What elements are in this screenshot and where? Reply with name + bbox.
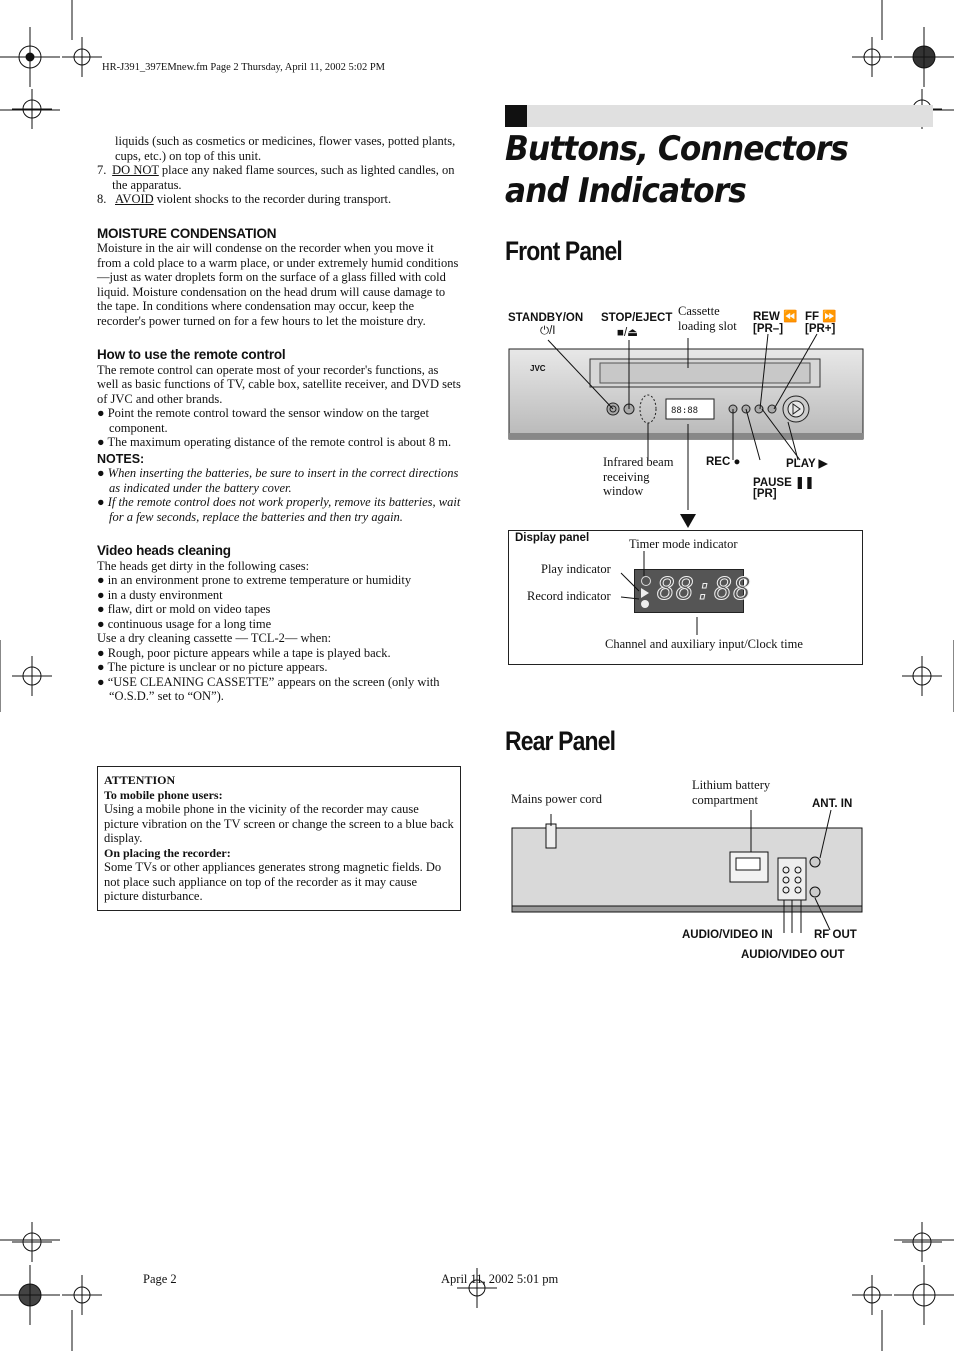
ff-pr-label: [PR+] — [805, 323, 836, 335]
front-panel-heading: Front Panel — [505, 236, 622, 266]
attention-text2: Some TVs or other appliances generates strong magnetic fields. Do not place such appliance on top of the recorder as it may cause picture disturbance. — [104, 860, 442, 903]
play-label: PLAY ▶ — [786, 458, 828, 470]
clock-digits: 88:88 — [657, 572, 753, 607]
channel-label: Channel and auxiliary input/Clock time — [605, 637, 803, 651]
heads-heading: Video heads cleaning — [97, 543, 231, 558]
intro-text: liquids (such as cosmetics or medicines, flower vases, potted plants, cups, etc.) on top of this unit. — [115, 134, 456, 163]
list-item: ● Rough, poor picture appears while a tape is played back. — [97, 645, 391, 660]
footer-page: Page 2 — [143, 1272, 177, 1286]
title-marker — [505, 105, 527, 127]
attention-box — [97, 766, 461, 911]
left-column — [97, 134, 461, 704]
av-out-label: AUDIO/VIDEO OUT — [741, 949, 845, 961]
list-item: ● in an environment prone to extreme temperature or humidity — [97, 573, 412, 587]
stop-symbol: ■/⏏ — [617, 327, 639, 339]
rec-label: REC ● — [706, 456, 741, 468]
heads-body2: Use a dry cleaning cassette — TCL-2— when: — [97, 631, 332, 645]
av-in-label: AUDIO/VIDEO IN — [682, 929, 773, 941]
attention-sub2: On placing the recorder: — [104, 845, 231, 860]
rear-panel-heading: Rear Panel — [505, 726, 616, 756]
rew-pr-label: [PR–] — [753, 323, 784, 335]
list-item: ● The picture is unclear or no picture appears. — [97, 660, 328, 674]
intro-item: 7. DO NOT place any naked flame sources, such as lighted candles, on the apparatus. — [97, 163, 455, 192]
list-item: ● Point the remote control toward the sensor window on the target component. — [97, 406, 429, 435]
title-bar — [505, 105, 933, 127]
file-header: HR-J391_397EMnew.fm Page 2 Thursday, April 11, 2002 5:02 PM — [102, 62, 386, 73]
heads-body: The heads get dirty in the following cases: — [97, 558, 310, 573]
display-panel-title: Display panel — [515, 532, 590, 544]
attention-sub1: To mobile phone users: — [104, 787, 223, 802]
play-indicator-label: Play indicator — [541, 562, 611, 576]
rf-out-label: RF OUT — [814, 929, 857, 941]
list-item: ● in a dusty environment — [97, 587, 223, 602]
intro-item: 8. AVOID violent shocks to the recorder during transport. — [97, 192, 392, 206]
pause-label: PAUSE ❚❚ — [753, 477, 815, 489]
svg-text:88:88: 88:88 — [671, 406, 699, 416]
attention-text1: Using a mobile phone in the vicinity of the recorder may cause picture vibration on the TV screen or change the screen to a blue back display. — [104, 802, 454, 845]
ant-in-label: ANT. IN — [812, 798, 853, 810]
front-leader-lines — [500, 330, 880, 530]
standby-symbol: ⏻/I — [540, 325, 556, 337]
svg-text:JVC: JVC — [530, 364, 546, 373]
list-item: ● When inserting the batteries, be sure to insert in the correct directions as indicated under the battery cover. — [97, 466, 459, 495]
display-leader-lines — [509, 531, 862, 664]
list-item: ● “USE CLEANING CASSETTE” appears on the screen (only with “O.S.D.” set to “ON”). — [97, 674, 440, 703]
notes-heading: NOTES: — [97, 451, 145, 466]
vcr-rear-illustration — [508, 808, 868, 933]
remote-body: The remote control can operate most of your recorder's functions, as well as basic functions of TV, cable box, satellite receiver, and DVD sets of JVC and other brands. — [97, 362, 461, 406]
standby-label: STANDBY/ON — [508, 312, 584, 324]
display-panel-box — [508, 530, 863, 665]
ff-label: FF ⏩ — [805, 311, 837, 323]
stop-label: STOP/EJECT — [601, 312, 673, 324]
footer-date: April 11, 2002 5:01 pm — [441, 1272, 559, 1286]
moisture-heading: MOISTURE CONDENSATION — [97, 225, 277, 241]
moisture-body: Moisture in the air will condense on the recorder when you move it from a cold place to a warm place, or under extremely humid conditions—just as water droplets form on the surface of a glass filled with cold liquid. Moisture condensation on the head drum will cause damage to the tape. In conditions where condensation may occur, keep the recorder's power turned on for a few hours to let the moisture dry. — [97, 241, 459, 328]
cassette-label: Cassette loading slot — [678, 304, 737, 333]
mains-label: Mains power cord — [511, 792, 602, 806]
pause-pr-label: [PR] — [753, 488, 777, 500]
page-title: Buttons, Connectors and Indicators — [505, 129, 848, 211]
list-item: ● If the remote control does not work properly, remove its batteries, wait for a few seconds, replace the batteries and then try again. — [97, 495, 461, 524]
timer-indicator-label: Timer mode indicator — [629, 537, 738, 551]
record-indicator-label: Record indicator — [527, 589, 611, 603]
remote-heading: How to use the remote control — [97, 347, 286, 362]
infrared-label: Infrared beam receiving window — [603, 455, 674, 498]
attention-title: ATTENTION — [104, 773, 176, 787]
lithium-label: Lithium battery compartment — [692, 778, 771, 807]
list-item: ● flaw, dirt or mold on video tapes — [97, 602, 271, 616]
list-item: ● The maximum operating distance of the remote control is about 8 m. — [97, 435, 452, 449]
rew-label: REW ⏪ — [753, 311, 798, 323]
list-item: ● continuous usage for a long time — [97, 616, 272, 631]
